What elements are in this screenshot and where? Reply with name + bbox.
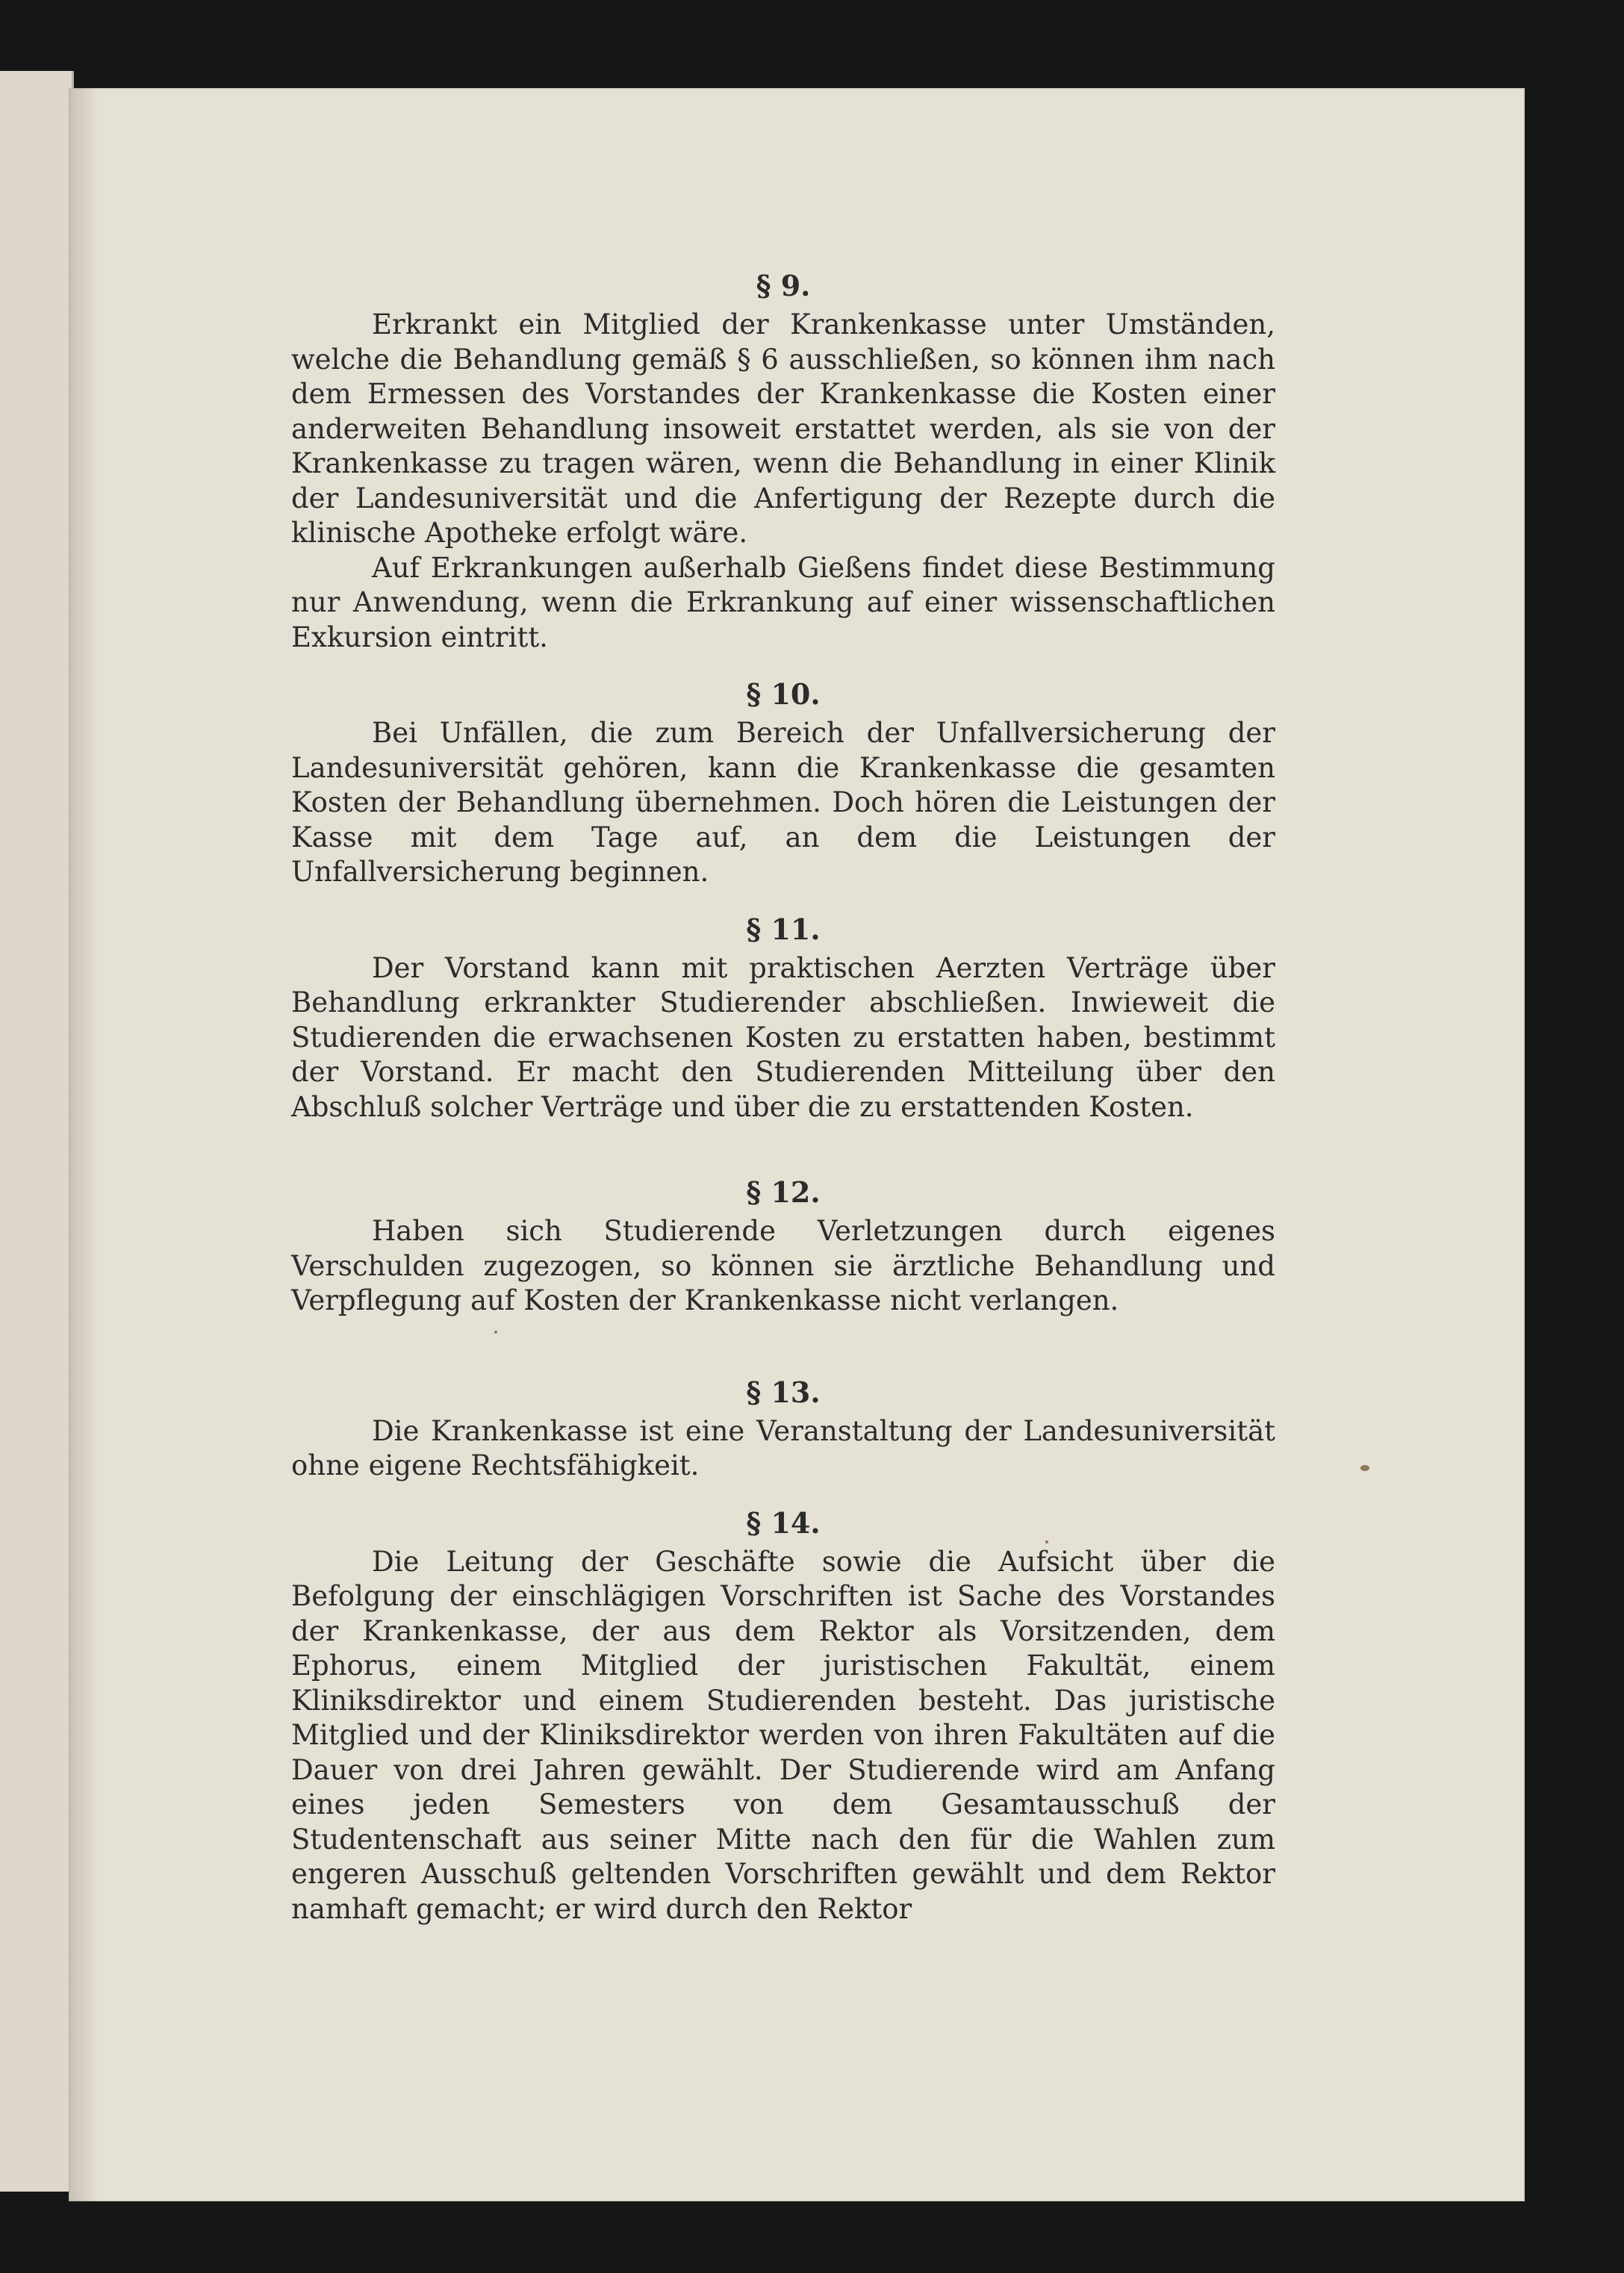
paragraph: Erkrankt ein Mitglied der Krankenkasse unter Umständen, welche die Behandlung gemäß § 6 ausschließen, so können ihm nach dem Ermessen des Vorstandes der Krankenkasse die Kosten einer anderweiten Behandlung insoweit erstattet werden, als sie von der Krankenkasse zu tragen wären, wenn die Behandlung in einer Klinik der Landesuniversität und die Anfertigung der Rezepte durch die klinische Apotheke erfolgt wäre. bbox=[291, 308, 1275, 549]
facing-page-edge bbox=[0, 71, 74, 2192]
paragraph: Die Krankenkasse ist eine Veranstaltung der Landesuniversität ohne eigene Rechtsfähigkeit. bbox=[291, 1414, 1275, 1481]
section-heading: § 9. bbox=[756, 269, 811, 302]
paragraph: Auf Erkrankungen außerhalb Gießens findet diese Bestimmung nur Anwendung, wenn die Erkrankung auf einer wissenschaftlichen Exkursion eintritt. bbox=[291, 551, 1275, 653]
section-heading: § 12. bbox=[746, 1175, 821, 1209]
section-heading: § 11. bbox=[746, 912, 821, 946]
section-10 bbox=[291, 677, 1275, 890]
section-12 bbox=[291, 1175, 1275, 1319]
paragraph: Die Leitung der Geschäfte sowie die Aufsicht über die Befolgung der einschlägigen Vorschriften ist Sache des Vorstandes der Krankenkasse, der aus dem Rektor als Vorsitzenden, dem Ephorus, einem Mitglied der juristischen Fakultät, einem Kliniksdirektor und einem Studierenden besteht. Das juristische Mitglied und der Kliniksdirektor werden von ihren Fakultäten auf die Dauer von drei Jahren gewählt. Der Studierende wird am Anfang eines jeden Semesters von dem Gesamtausschuß der Studentenschaft aus seiner Mitte nach den für die Wahlen zum engeren Ausschuß geltenden Vorschriften gewählt und dem Rektor namhaft gemacht; er wird durch den Rektor bbox=[291, 1545, 1275, 1925]
document-body bbox=[291, 269, 1275, 1927]
section-heading: § 13. bbox=[746, 1375, 821, 1409]
section-14 bbox=[291, 1506, 1275, 1927]
paper-speck bbox=[1360, 1465, 1369, 1471]
paragraph: Haben sich Studierende Verletzungen durch eigenes Verschulden zugezogen, so können sie ärztliche Behandlung und Verpflegung auf Kosten der Krankenkasse nicht verlangen. bbox=[291, 1215, 1275, 1316]
section-13 bbox=[291, 1375, 1275, 1484]
section-heading: § 14. bbox=[746, 1505, 821, 1540]
paragraph: Der Vorstand kann mit praktischen Aerzten Verträge über Behandlung erkrankter Studierender abschließen. Inwieweit die Studierenden die erwachsenen Kosten zu erstatten haben, bestimmt der Vorstand. Er macht den Studierenden Mitteilung über den Abschluß solcher Verträge und über die zu erstattenden Kosten. bbox=[291, 951, 1275, 1123]
spine-shadow bbox=[69, 88, 99, 2201]
section-9 bbox=[291, 269, 1275, 655]
paragraph: Bei Unfällen, die zum Bereich der Unfallversicherung der Landesuniversität gehören, kann die Krankenkasse die gesamten Kosten der Behandlung übernehmen. Doch hören die Leistungen der Kasse mit dem Tage auf, an dem die Leistungen der Unfallversicherung beginnen. bbox=[291, 717, 1275, 888]
section-heading: § 10. bbox=[746, 677, 821, 711]
section-11 bbox=[291, 912, 1275, 1125]
